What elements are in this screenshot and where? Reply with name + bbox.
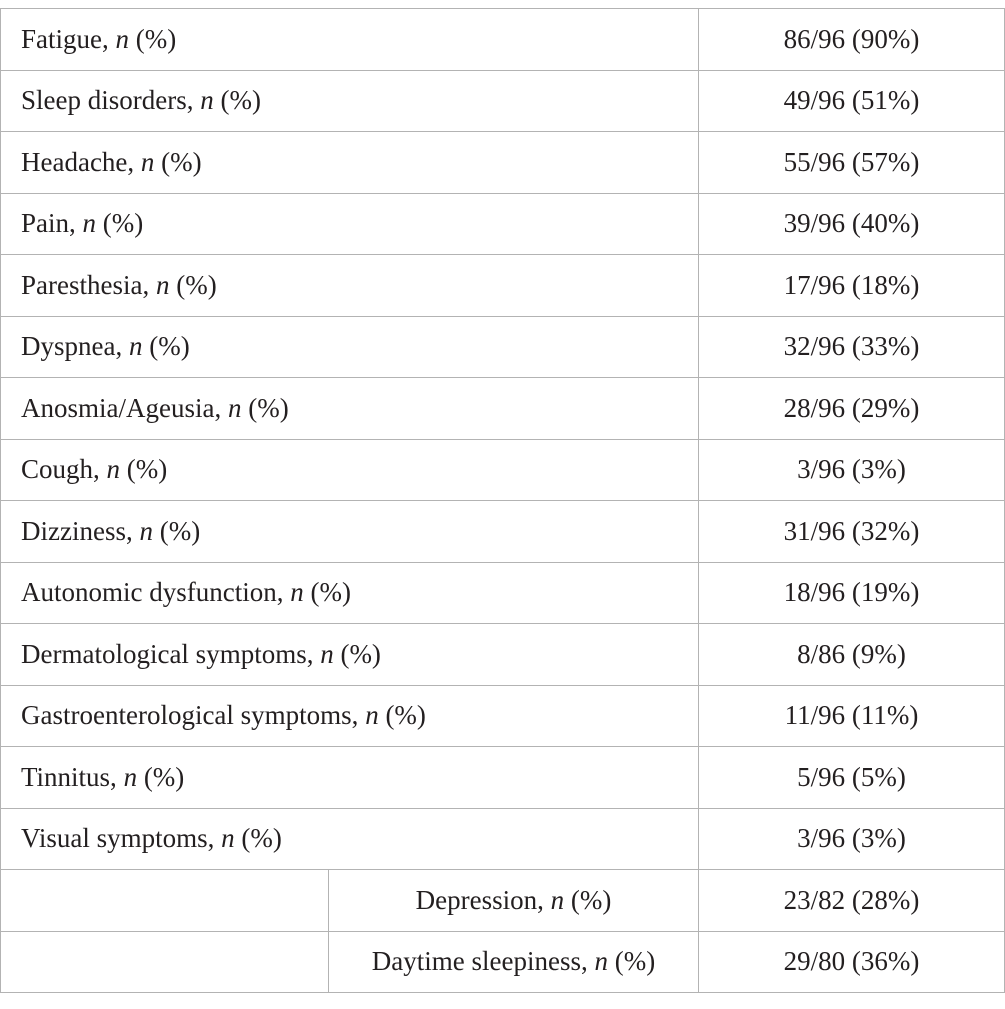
symptom-label: Pain, bbox=[21, 208, 83, 239]
symptom-value: 17/96 (18%) bbox=[699, 255, 1005, 317]
table-row bbox=[1, 501, 1005, 563]
empty-cell bbox=[1, 870, 329, 932]
n-symbol: n bbox=[550, 884, 565, 915]
symptom-label-cell bbox=[1, 747, 699, 809]
empty-cell bbox=[1, 931, 329, 993]
n-symbol: n bbox=[320, 638, 334, 669]
table-row bbox=[1, 747, 1005, 809]
table-row bbox=[1, 562, 1005, 624]
symptom-label: Tinnitus, bbox=[21, 761, 124, 792]
symptom-label-cell bbox=[1, 9, 699, 71]
percent-unit: (%) bbox=[120, 454, 168, 485]
table-row bbox=[1, 316, 1005, 378]
n-symbol: n bbox=[594, 946, 608, 977]
symptom-label-cell bbox=[1, 255, 699, 317]
symptom-value: 55/96 (57%) bbox=[699, 132, 1005, 194]
n-symbol: n bbox=[115, 23, 129, 54]
percent-unit: (%) bbox=[142, 331, 190, 362]
percent-unit: (%) bbox=[213, 85, 261, 116]
symptom-value: 11/96 (11%) bbox=[699, 685, 1005, 747]
percent-unit: (%) bbox=[154, 146, 202, 177]
n-symbol: n bbox=[221, 823, 235, 854]
percent-unit: (%) bbox=[96, 208, 144, 239]
symptom-label-cell bbox=[1, 808, 699, 870]
percent-unit: (%) bbox=[564, 884, 612, 915]
table-sub-row bbox=[1, 931, 1005, 993]
percent-unit: (%) bbox=[152, 515, 201, 546]
symptom-label: Dizziness, bbox=[21, 515, 140, 546]
symptom-label-cell bbox=[1, 501, 699, 563]
table-row bbox=[1, 685, 1005, 747]
symptom-value: 32/96 (33%) bbox=[699, 316, 1005, 378]
symptom-label-cell bbox=[1, 439, 699, 501]
symptom-value: 29/80 (36%) bbox=[699, 931, 1005, 993]
symptom-label: Paresthesia, bbox=[21, 269, 156, 300]
symptom-value: 86/96 (90%) bbox=[699, 9, 1005, 71]
symptom-label-cell bbox=[1, 685, 699, 747]
percent-unit: (%) bbox=[607, 946, 656, 977]
symptom-label: Depression, bbox=[415, 884, 551, 915]
symptom-value: 18/96 (19%) bbox=[699, 562, 1005, 624]
symptom-label: Sleep disorders, bbox=[21, 85, 201, 116]
symptom-label: Fatigue, bbox=[21, 23, 116, 54]
symptom-label-cell bbox=[1, 562, 699, 624]
n-symbol: n bbox=[155, 269, 170, 300]
table-row bbox=[1, 132, 1005, 194]
symptom-label: Daytime sleepiness, bbox=[371, 946, 595, 977]
n-symbol: n bbox=[139, 515, 153, 546]
percent-unit: (%) bbox=[333, 638, 381, 669]
percent-unit: (%) bbox=[169, 269, 217, 300]
symptom-label-cell bbox=[1, 70, 699, 132]
symptom-label: Anosmia/Ageusia, bbox=[21, 392, 228, 423]
symptom-label-cell bbox=[1, 132, 699, 194]
percent-unit: (%) bbox=[303, 577, 351, 608]
percent-unit: (%) bbox=[234, 823, 282, 854]
table-row bbox=[1, 9, 1005, 71]
symptom-label-cell bbox=[1, 624, 699, 686]
symptom-label: Cough, bbox=[21, 454, 107, 485]
symptom-value: 3/96 (3%) bbox=[699, 808, 1005, 870]
symptom-label-cell bbox=[1, 316, 699, 378]
symptom-label: Gastroenterological symptoms, bbox=[21, 700, 366, 731]
symptom-value: 8/86 (9%) bbox=[699, 624, 1005, 686]
table-row bbox=[1, 193, 1005, 255]
symptom-label: Dermatological symptoms, bbox=[21, 638, 321, 669]
n-symbol: n bbox=[106, 454, 121, 485]
table-row bbox=[1, 624, 1005, 686]
symptom-value: 5/96 (5%) bbox=[699, 747, 1005, 809]
table-row bbox=[1, 439, 1005, 501]
symptom-value: 39/96 (40%) bbox=[699, 193, 1005, 255]
table-row bbox=[1, 255, 1005, 317]
symptom-value: 23/82 (28%) bbox=[699, 870, 1005, 932]
symptom-value: 3/96 (3%) bbox=[699, 439, 1005, 501]
table-row bbox=[1, 808, 1005, 870]
symptom-label: Headache, bbox=[21, 146, 141, 177]
n-symbol: n bbox=[200, 85, 214, 116]
symptom-label-cell bbox=[1, 378, 699, 440]
n-symbol: n bbox=[140, 146, 155, 177]
symptom-value: 49/96 (51%) bbox=[699, 70, 1005, 132]
symptom-value: 28/96 (29%) bbox=[699, 378, 1005, 440]
n-symbol: n bbox=[365, 700, 379, 731]
table-sub-row bbox=[1, 870, 1005, 932]
sub-symptom-label-cell bbox=[329, 931, 699, 993]
table-row bbox=[1, 378, 1005, 440]
n-symbol: n bbox=[82, 208, 97, 239]
table-row bbox=[1, 70, 1005, 132]
symptoms-table bbox=[0, 8, 1005, 993]
n-symbol: n bbox=[128, 331, 143, 362]
n-symbol: n bbox=[123, 761, 138, 792]
percent-unit: (%) bbox=[241, 392, 289, 423]
n-symbol: n bbox=[290, 577, 304, 608]
n-symbol: n bbox=[227, 392, 242, 423]
percent-unit: (%) bbox=[137, 761, 185, 792]
symptom-value: 31/96 (32%) bbox=[699, 501, 1005, 563]
percent-unit: (%) bbox=[129, 23, 177, 54]
symptom-label: Visual symptoms, bbox=[21, 823, 222, 854]
percent-unit: (%) bbox=[378, 700, 426, 731]
symptom-label: Autonomic dysfunction, bbox=[21, 577, 291, 608]
sub-symptom-label-cell bbox=[329, 870, 699, 932]
symptom-label-cell bbox=[1, 193, 699, 255]
symptom-label: Dyspnea, bbox=[21, 331, 129, 362]
